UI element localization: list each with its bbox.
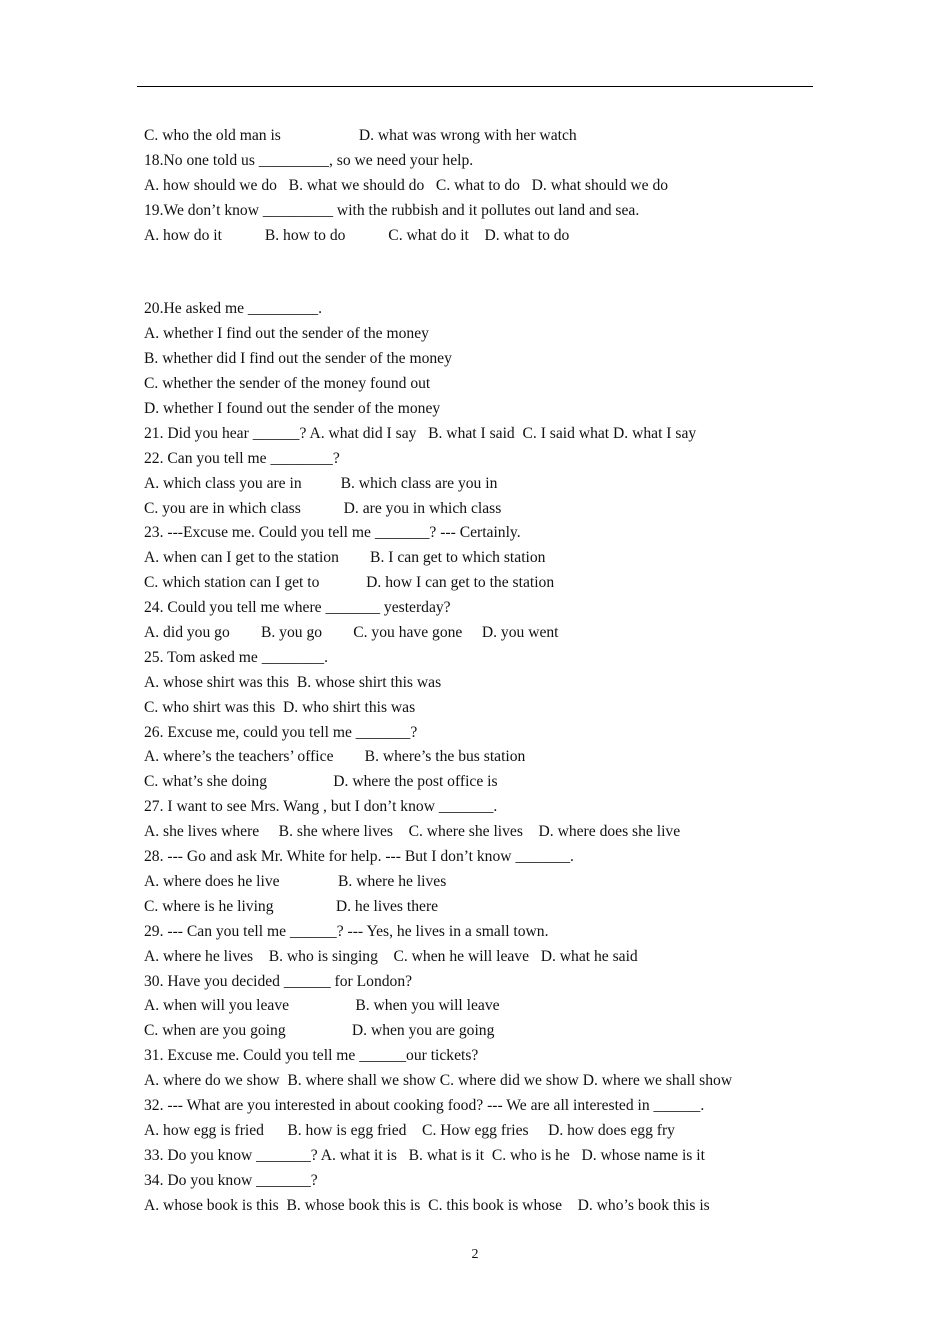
- text-line: A. did you go B. you go C. you have gone D. you went: [144, 624, 559, 642]
- text-line: A. how egg is fried B. how is egg fried C. How egg fries D. how does egg fry: [144, 1121, 675, 1139]
- text-line: 25. Tom asked me ________.: [144, 648, 328, 666]
- text-line: 24. Could you tell me where _______ yesterday?: [144, 599, 451, 617]
- text-line: C. which station can I get to D. how I can get to the station: [144, 574, 555, 592]
- text-line: A. where’s the teachers’ office B. where’s the bus station: [144, 748, 526, 766]
- text-line: 32. --- What are you interested in about cooking food? --- We are all interested in ______.: [144, 1096, 705, 1114]
- header-rule: [137, 86, 813, 87]
- text-line: A. which class you are in B. which class are you in: [144, 474, 498, 492]
- text-line: 21. Did you hear ______? A. what did I say B. what I said C. I said what D. what I say: [144, 424, 697, 442]
- text-line: 34. Do you know _______?: [144, 1171, 318, 1189]
- text-line: A. whose shirt was this B. whose shirt this was: [144, 673, 442, 691]
- text-line: C. what’s she doing D. where the post office is: [144, 773, 498, 791]
- text-line: 30. Have you decided ______ for London?: [144, 972, 413, 990]
- text-line: D. whether I found out the sender of the money: [144, 400, 441, 418]
- text-line: A. how do it B. how to do C. what do it D. what to do: [144, 226, 570, 244]
- text-line: B. whether did I find out the sender of the money: [144, 350, 452, 368]
- page-number: 2: [471, 1247, 479, 1262]
- text-line: 23. ---Excuse me. Could you tell me _______? --- Certainly.: [144, 524, 521, 542]
- text-line: A. when can I get to the station B. I can get to which station: [144, 549, 546, 567]
- text-line: 26. Excuse me, could you tell me _______?: [144, 723, 418, 741]
- text-line: C. you are in which class D. are you in which class: [144, 499, 502, 517]
- text-line: 29. --- Can you tell me ______? --- Yes, he lives in a small town.: [144, 922, 549, 940]
- text-line: A. whose book is this B. whose book this is C. this book is whose D. who’s book this is: [144, 1196, 710, 1214]
- text-line: A. she lives where B. she where lives C. where she lives D. where does she live: [144, 823, 681, 841]
- text-line: 33. Do you know _______? A. what it is B. what is it C. who is he D. whose name is it: [144, 1146, 705, 1164]
- question-block-main: [144, 297, 844, 1218]
- text-line: 31. Excuse me. Could you tell me ______our tickets?: [144, 1047, 479, 1065]
- text-line: A. where he lives B. who is singing C. when he will leave D. what he said: [144, 947, 638, 965]
- text-line: C. who shirt was this D. who shirt this was: [144, 698, 416, 716]
- question-block-top: [144, 124, 844, 248]
- text-line: 27. I want to see Mrs. Wang , but I don’t know _______.: [144, 798, 498, 816]
- text-line: A. where does he live B. where he lives: [144, 872, 447, 890]
- text-line: A. when will you leave B. when you will leave: [144, 997, 500, 1015]
- text-line: A. whether I find out the sender of the money: [144, 325, 429, 343]
- blank-gap: [144, 248, 844, 297]
- text-line: A. where do we show B. where shall we show C. where did we show D. where we shall show: [144, 1072, 733, 1090]
- text-line: 19.We don’t know _________ with the rubbish and it pollutes out land and sea.: [144, 201, 640, 219]
- text-line: 18.No one told us _________, so we need your help.: [144, 151, 474, 169]
- text-line: C. when are you going D. when you are going: [144, 1022, 495, 1040]
- text-line: C. where is he living D. he lives there: [144, 897, 439, 915]
- document-body: [144, 124, 844, 1218]
- text-line: A. how should we do B. what we should do C. what to do D. what should we do: [144, 176, 669, 194]
- text-line: 22. Can you tell me ________?: [144, 449, 340, 467]
- text-line: 28. --- Go and ask Mr. White for help. --- But I don’t know _______.: [144, 848, 574, 866]
- text-line: C. whether the sender of the money found out: [144, 375, 431, 393]
- text-line: 20.He asked me _________.: [144, 300, 322, 318]
- text-line: C. who the old man is D. what was wrong with her watch: [144, 127, 577, 144]
